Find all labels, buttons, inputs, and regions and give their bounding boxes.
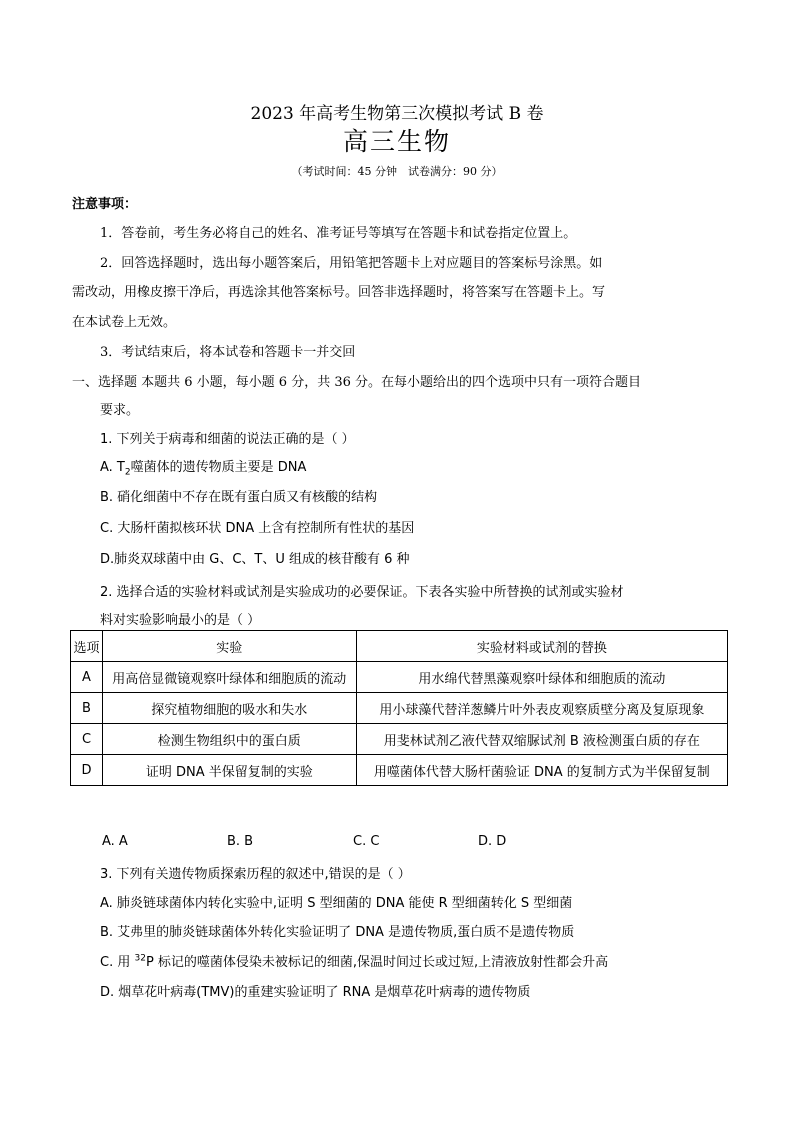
row-replacement: 用斐林试剂乙液代替双缩脲试剂 B 液检测蛋白质的存在	[356, 724, 727, 755]
exam-title: 2023 年高考生物第三次模拟考试 B 卷	[250, 104, 544, 124]
option-c-text: P 标记的噬菌体侵染未被标记的细菌,保温时间过长或过短,上清液放射性都会升高	[145, 955, 609, 970]
exam-info: （考试时间：45 分钟 试卷满分：90 分）	[291, 165, 503, 178]
question-3-option-b: B. 艾弗里的肺炎链球菌体外转化实验证明了 DNA 是遗传物质,蛋白质不是遗传物质	[100, 925, 575, 940]
question-2-option-c: C. C	[353, 834, 380, 849]
notice-item-2-line-2: 需改动，用橡皮擦干净后，再选涂其他答案标号。回答非选择题时，将答案写在答题卡上。写	[72, 285, 606, 300]
question-3-option-c	[100, 951, 608, 970]
row-option: D	[71, 755, 103, 786]
question-1-option-b: B. 硝化细菌中不存在既有蛋白质又有核酸的结构	[100, 490, 378, 505]
question-2-stem-cont: 料对实验影响最小的是（ ）	[100, 613, 261, 628]
row-experiment: 探究植物细胞的吸水和失水	[102, 693, 356, 724]
experiment-table	[70, 630, 728, 786]
question-2-option-a: A. A	[102, 834, 128, 849]
row-experiment: 证明 DNA 半保留复制的实验	[102, 755, 356, 786]
row-option: A	[71, 662, 103, 693]
table-row	[71, 662, 728, 693]
question-2-stem: 2. 选择合适的实验材料或试剂是实验成功的必要保证。下表各实验中所替换的试剂或实验材	[100, 585, 624, 600]
question-2-option-d: D. D	[478, 834, 507, 849]
notice-heading: 注意事项：	[72, 197, 138, 212]
row-experiment: 用高倍显微镜观察叶绿体和细胞质的流动	[102, 662, 356, 693]
question-1-stem: 1. 下列关于病毒和细菌的说法正确的是（ ）	[100, 432, 355, 447]
notice-item-1: 1．答卷前，考生务必将自己的姓名、准考证号等填写在答题卡和试卷指定位置上。	[100, 226, 577, 241]
question-2-option-b: B. B	[227, 834, 254, 849]
question-1-option-c: C. 大肠杆菌拟核环状 DNA 上含有控制所有性状的基因	[100, 521, 415, 536]
option-c-prefix: C. 用	[100, 955, 135, 970]
subject-title: 高三生物	[342, 127, 451, 156]
row-replacement: 用水绵代替黑藻观察叶绿体和细胞质的流动	[356, 662, 727, 693]
option-c-superscript: 32	[134, 953, 146, 964]
question-3-stem: 3. 下列有关遗传物质探索历程的叙述中,错误的是（ ）	[100, 867, 411, 882]
notice-item-2-line-1: 2．回答选择题时，选出每小题答案后，用铅笔把答题卡上对应题目的答案标号涂黑。如	[100, 256, 603, 271]
table-row	[71, 755, 728, 786]
section-heading-cont: 要求。	[100, 403, 140, 418]
section-heading: 一、选择题 本题共 6 小题，每小题 6 分，共 36 分。在每小题给出的四个选项中只有一项符合题目	[72, 375, 642, 390]
table-row	[71, 693, 728, 724]
option-a-prefix: A. T	[100, 460, 125, 475]
table-header-row	[71, 631, 728, 662]
row-option: C	[71, 724, 103, 755]
question-3-option-a: A. 肺炎链球菌体内转化实验中,证明 S 型细菌的 DNA 能使 R 型细菌转化 S 型细菌	[100, 896, 573, 911]
option-a-subscript: 2	[124, 467, 131, 478]
row-replacement: 用小球藻代替洋葱鳞片叶外表皮观察质壁分离及复原现象	[356, 693, 727, 724]
header-experiment: 实验	[102, 631, 356, 662]
table-row	[71, 724, 728, 755]
question-3-option-d: D. 烟草花叶病毒(TMV)的重建实验证明了 RNA 是烟草花叶病毒的遗传物质	[100, 985, 531, 1000]
row-option: B	[71, 693, 103, 724]
option-a-text: 噬菌体的遗传物质主要是 DNA	[130, 460, 307, 475]
row-replacement: 用噬菌体代替大肠杆菌验证 DNA 的复制方式为半保留复制	[356, 755, 727, 786]
header-option: 选项	[71, 631, 103, 662]
notice-item-2-line-3: 在本试卷上无效。	[72, 315, 177, 330]
question-1-option-d: D.肺炎双球菌中由 G、C、T、U 组成的核苷酸有 6 种	[100, 552, 410, 567]
question-1-option-a	[100, 456, 306, 478]
header-replacement: 实验材料或试剂的替换	[356, 631, 727, 662]
row-experiment: 检测生物组织中的蛋白质	[102, 724, 356, 755]
notice-item-3: 3．考试结束后，将本试卷和答题卡一并交回	[100, 345, 356, 360]
